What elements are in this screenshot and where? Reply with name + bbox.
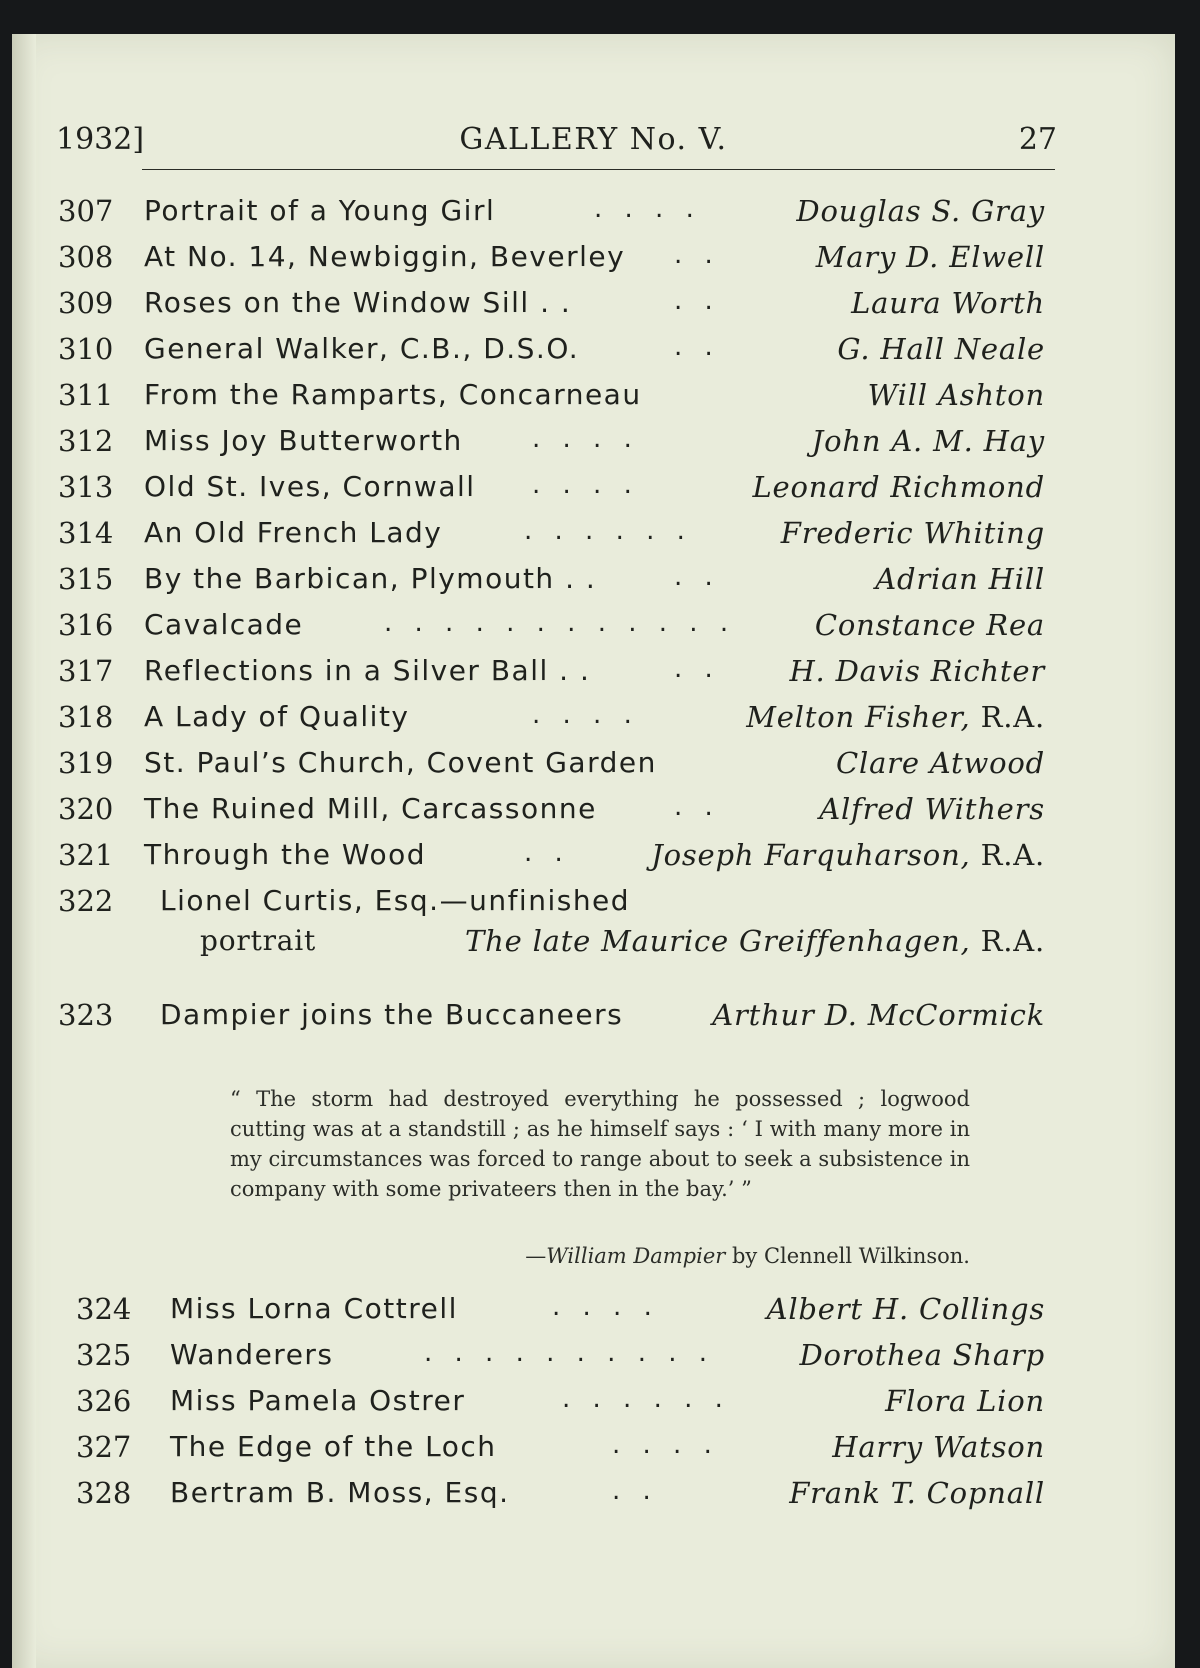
- leader-dots: . . . . . .: [562, 1384, 730, 1414]
- leader-dots: . .: [674, 286, 720, 316]
- entry-artist: Mary D. Elwell: [815, 240, 1045, 274]
- entry-artist: Arthur D. McCormick: [712, 998, 1045, 1032]
- entry-artist: Harry Watson: [832, 1430, 1045, 1464]
- entry-number: 322: [58, 884, 114, 918]
- catalogue-entry: [12, 1476, 1175, 1522]
- quotation-source: —William Dampier by Clennell Wilkinson.: [525, 1244, 970, 1268]
- entry-number: 314: [58, 516, 114, 550]
- catalogue-entry: [12, 470, 1175, 516]
- catalogue-entry: [12, 838, 1175, 884]
- entry-artist: The late Maurice Greiffenhagen, R.A.: [464, 924, 1045, 958]
- entry-artist: Douglas S. Gray: [796, 194, 1045, 228]
- entry-title: Miss Lorna Cottrell: [170, 1292, 458, 1325]
- leader-dots: . . . . . . . . . . . .: [384, 608, 736, 638]
- entry-title: From the Ramparts, Concarneau: [144, 378, 642, 411]
- entry-title: A Lady of Quality: [144, 700, 410, 733]
- entry-title: The Edge of the Loch: [170, 1430, 497, 1463]
- entry-number: 311: [58, 378, 114, 412]
- entry-artist: Flora Lion: [885, 1384, 1045, 1418]
- catalogue-entry: [12, 516, 1175, 562]
- catalogue-entry: [12, 1384, 1175, 1430]
- page-number: 27: [1018, 122, 1057, 157]
- entry-title: Dampier joins the Buccaneers: [160, 998, 624, 1031]
- entry-title: Miss Joy Butterworth: [144, 424, 463, 457]
- catalogue-entry: [12, 1338, 1175, 1384]
- catalogue-entry: [12, 332, 1175, 378]
- catalogue-entry: [12, 792, 1175, 838]
- leader-dots: . . . .: [594, 194, 701, 224]
- entry-artist: Frederic Whiting: [780, 516, 1045, 550]
- entry-number: 309: [58, 286, 114, 320]
- entry-title: Roses on the Window Sill . .: [144, 286, 572, 319]
- entry-title: Through the Wood: [144, 838, 426, 871]
- entry-artist: Laura Worth: [851, 286, 1045, 320]
- leader-dots: . .: [674, 332, 720, 362]
- entry-number: 326: [76, 1384, 132, 1418]
- catalogue-entry: [12, 700, 1175, 746]
- entry-artist: Alfred Withers: [819, 792, 1045, 826]
- leader-dots: . .: [612, 1476, 658, 1506]
- entry-title: Old St. Ives, Cornwall: [144, 470, 476, 503]
- entry-number: 321: [58, 838, 114, 872]
- leader-dots: . . . .: [532, 424, 639, 454]
- catalogue-entry: [12, 884, 1175, 974]
- entry-number: 315: [58, 562, 114, 596]
- entry-title: The Ruined Mill, Carcassonne: [144, 792, 597, 825]
- entry-artist: Melton Fisher, R.A.: [746, 700, 1045, 734]
- leader-dots: . .: [674, 240, 720, 270]
- entry-title: At No. 14, Newbiggin, Beverley: [144, 240, 626, 273]
- leader-dots: . . . .: [612, 1430, 719, 1460]
- entry-title: An Old French Lady: [144, 516, 443, 549]
- leader-dots: . .: [674, 654, 720, 684]
- quotation-text: “ The storm had destroyed everything he possessed ; logwood cutting was at a standstill ; as he himself says : ‘ I with many more in my circumstances was forced to range about to seek a subsistence in company with some privateers then in the bay.’ ”: [230, 1087, 970, 1201]
- entry-number: 320: [58, 792, 114, 826]
- entry-title: Lionel Curtis, Esq.—unfinished: [160, 884, 631, 917]
- entry-artist: Clare Atwood: [836, 746, 1045, 780]
- catalogue-entry: [12, 1430, 1175, 1476]
- header-rule: [142, 169, 1055, 170]
- entry-number: 325: [76, 1338, 132, 1372]
- catalogue-entry: [12, 562, 1175, 608]
- catalogue-entry: [12, 1292, 1175, 1338]
- quotation: [230, 1084, 970, 1204]
- entry-artist: John A. M. Hay: [811, 424, 1045, 458]
- leader-dots: . .: [524, 838, 570, 868]
- entry-artist: Albert H. Collings: [766, 1292, 1045, 1326]
- entry-number: 319: [58, 746, 114, 780]
- entry-artist: Constance Rea: [814, 608, 1045, 642]
- entry-artist: Joseph Farquharson, R.A.: [651, 838, 1045, 872]
- entry-number: 324: [76, 1292, 132, 1326]
- entry-number: 317: [58, 654, 114, 688]
- entry-artist: G. Hall Neale: [837, 332, 1045, 366]
- entry-title: Miss Pamela Ostrer: [170, 1384, 466, 1417]
- header-title: GALLERY No. V.: [459, 122, 728, 157]
- entry-title: By the Barbican, Plymouth . .: [144, 562, 597, 595]
- source-title: William Dampier: [546, 1244, 726, 1268]
- entry-title: St. Paul’s Church, Covent Garden: [144, 746, 657, 779]
- leader-dots: . .: [674, 792, 720, 822]
- entry-title-continued: portrait: [200, 924, 317, 957]
- leader-dots: . . . .: [552, 1292, 659, 1322]
- catalogue-entry: [12, 286, 1175, 332]
- catalogue-page: [12, 34, 1175, 1668]
- entry-title: Wanderers: [170, 1338, 334, 1371]
- entry-title: Reflections in a Silver Ball . .: [144, 654, 591, 687]
- entry-number: 323: [58, 998, 114, 1032]
- leader-dots: . .: [674, 562, 720, 592]
- entry-artist: Adrian Hill: [875, 562, 1045, 596]
- header-year: 1932]: [56, 122, 145, 157]
- entry-artist: Dorothea Sharp: [799, 1338, 1045, 1372]
- entry-number: 310: [58, 332, 114, 366]
- catalogue-entry: [12, 194, 1175, 240]
- leader-dots: . . . .: [532, 470, 639, 500]
- entry-artist: Frank T. Copnall: [789, 1476, 1045, 1510]
- entry-number: 307: [58, 194, 114, 228]
- entry-number: 328: [76, 1476, 132, 1510]
- entry-number: 308: [58, 240, 114, 274]
- entry-artist: Will Ashton: [867, 378, 1045, 412]
- catalogue-entry: [12, 240, 1175, 286]
- entry-title: Cavalcade: [144, 608, 304, 641]
- catalogue-entry: [12, 746, 1175, 792]
- entry-number: 313: [58, 470, 114, 504]
- entry-artist: Leonard Richmond: [752, 470, 1045, 504]
- entry-title: Portrait of a Young Girl: [144, 194, 496, 227]
- catalogue-entry: [12, 424, 1175, 470]
- entry-number: 312: [58, 424, 114, 458]
- catalogue-entry: [12, 654, 1175, 700]
- leader-dots: . . . .: [532, 700, 639, 730]
- catalogue-entry: [12, 608, 1175, 654]
- entry-number: 327: [76, 1430, 132, 1464]
- entry-title: Bertram B. Moss, Esq.: [170, 1476, 510, 1509]
- catalogue-entry: [12, 378, 1175, 424]
- entry-artist: H. Davis Richter: [789, 654, 1045, 688]
- entry-number: 318: [58, 700, 114, 734]
- running-header: [12, 122, 1175, 172]
- leader-dots: . . . . . . . . . .: [424, 1338, 715, 1368]
- catalogue-entry: [12, 998, 1175, 1044]
- entry-number: 316: [58, 608, 114, 642]
- entry-title: General Walker, C.B., D.S.O.: [144, 332, 580, 365]
- leader-dots: . . . . . .: [524, 516, 692, 546]
